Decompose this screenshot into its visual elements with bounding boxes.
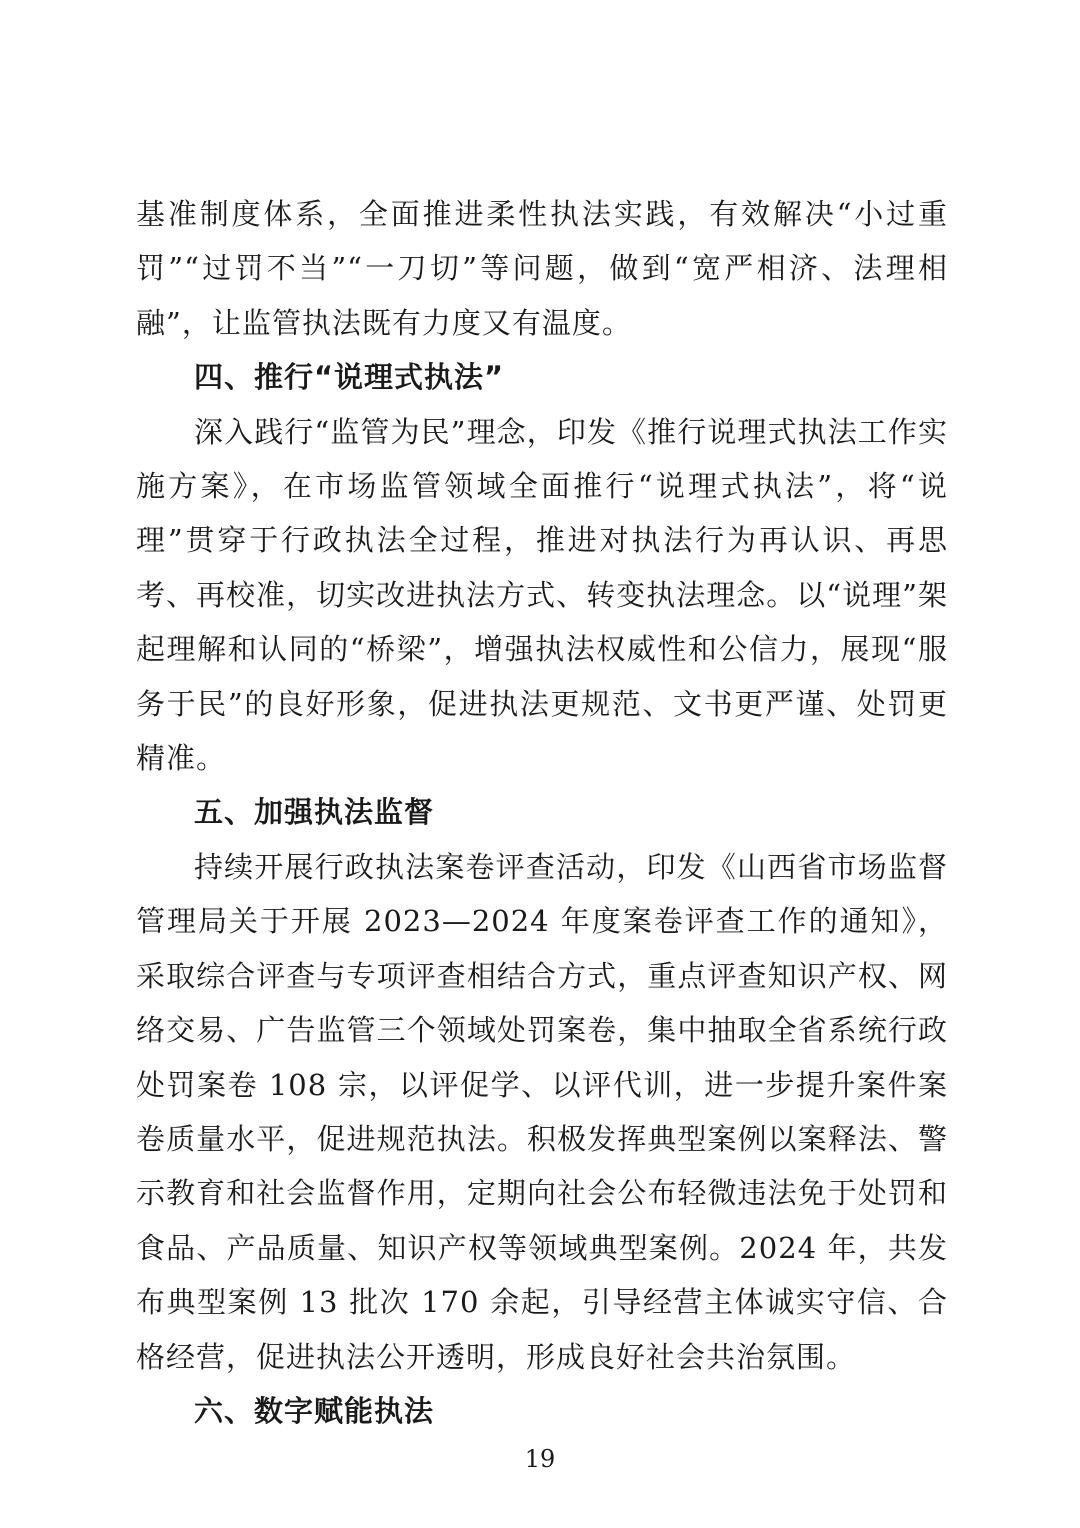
paragraph-intro-continued: 基准制度体系，全面推进柔性执法实践，有效解决“小过重罚”“过罚不当”“一刀切”等问题，做到“宽严相济、法理相融”，让监管执法既有力度又有温度。 xyxy=(136,197,948,340)
paragraph-section-4: 深入践行“监管为民”理念，印发《推行说理式执法工作实施方案》，在市场监管领域全面推行“说理式执法”，将“说理”贯穿于行政执法全过程，推进对执法行为再认识、再思考、再校准，切实改进执法方式、转变执法理念。以“说理”架起理解和认同的“桥梁”，增强执法权威性和公信力，展现“服务于民”的良好形象，促进执法更规范、文书更严谨、处罚更精准。 xyxy=(136,414,948,776)
section-heading-4: 四、推行“说理式执法” xyxy=(194,360,505,395)
page-number: 19 xyxy=(524,1445,556,1473)
section-heading-5: 五、加强执法监督 xyxy=(194,795,435,830)
document-body xyxy=(136,187,948,1438)
section-heading-6: 六、数字赋能执法 xyxy=(194,1393,435,1428)
paragraph-section-5: 持续开展行政执法案卷评查活动，印发《山西省市场监督管理局关于开展 2023—2024 年度案卷评查工作的通知》，采取综合评查与专项评查相结合方式，重点评查知识产权、网络交易、广告监管三个领域处罚案卷，集中抽取全省系统行政处罚案卷 108 宗，以评促学、以评代训，进一步提升案件案卷质量水平，促进规范执法。积极发挥典型案例以案释法、警示教育和社会监督作用，定期向社会公布轻微违法免于处罚和食品、产品质量、知识产权等领域典型案例。2024 年，共发布典型案例 13 批次 170 余起，引导经营主体诚实守信、合格经营，促进执法公开透明，形成良好社会共治氛围。 xyxy=(136,849,948,1374)
